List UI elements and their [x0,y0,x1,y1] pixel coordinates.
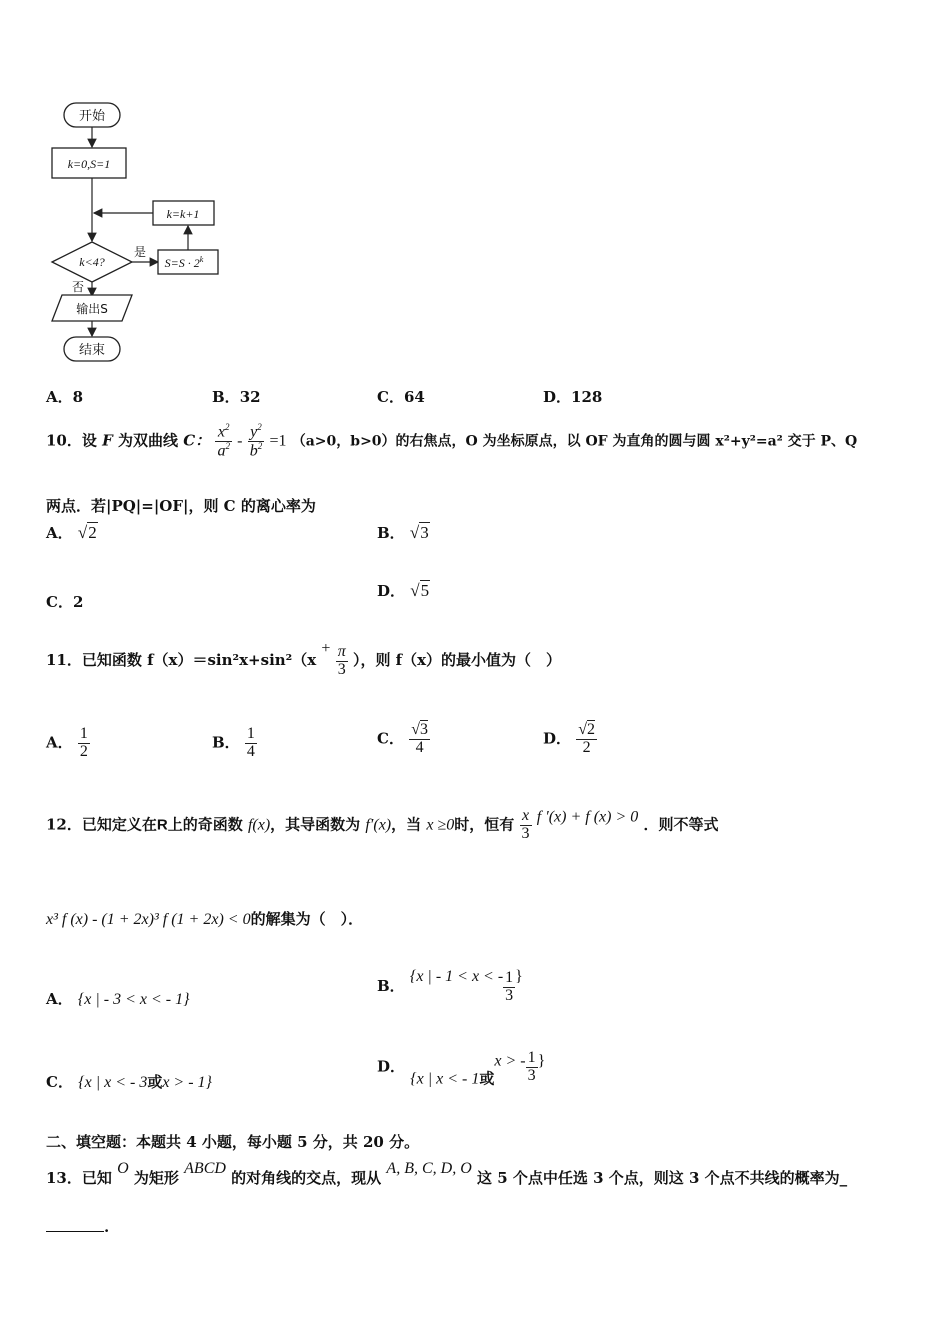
flow-init-text: k=0,S=1 [67,157,111,171]
q10-option-b[interactable]: B． √3 [377,523,429,542]
q10-line2: 两点．若|PQ|=|OF|，则 C 的离心率为 [46,497,316,515]
q12-option-d[interactable]: D． {x | x < - 1或x > - $\frac{1}{3}$ } [377,1049,546,1088]
q12-inequality: x³ f (x) - (1 + 2x)³ f (1 + 2x) < 0的解集为（ ）． [46,910,364,928]
q11-option-c[interactable]: C． $\frac{√3}{4}$ [377,721,428,756]
q9-option-a[interactable]: A．8 [46,388,84,406]
q11-option-b[interactable]: B． $\frac{1}{4}$ [212,725,255,760]
flowchart [40,95,240,370]
q13-stem: 13．已知 O 为矩形 ABCD 的对角线的交点，现从 A, B, C, D, O 这 5 个点中任选 3 个点，则这 3 个点不共线的概率为_ [46,1160,848,1187]
q10-option-a[interactable]: A． √2 [46,523,97,542]
q12-option-c[interactable]: C． {x | x < - 3或x > - 1} [46,1073,212,1091]
q10-option-c[interactable]: C．2 [46,593,84,611]
q11-option-d[interactable]: D． $\frac{√2}{2}$ [543,721,596,756]
flow-condition-text: k<4? [79,255,105,269]
q9-option-d[interactable]: D．128 [543,388,603,406]
q10-option-d[interactable]: D． √5 [377,581,430,600]
q10-frac-y: $\frac{y^2}{b^2}$ [249,422,263,460]
flow-increment-text: k=k+1 [166,207,200,221]
flow-yes-label: 是 [133,245,147,259]
q12-option-b[interactable]: B． {x | - 1 < x < - $\frac{1}{3}$ } [377,968,523,1004]
q11-option-a[interactable]: A． $\frac{1}{2}$ [46,725,88,760]
flow-output-text: 输出S [76,302,108,316]
q12-option-a[interactable]: A． {x | - 3 < x < - 1} [46,990,190,1008]
q12-stem: 12．已知定义在R上的奇函数 f(x)，其导函数为 f′(x)，当 x ≥0时，恒有 $\frac{x}{3}$ f ′(x) + f (x) > 0 ．则不等式 [46,807,719,842]
flow-no-label: 否 [71,280,85,294]
q9-option-b[interactable]: B．32 [212,388,261,406]
q10-stem: 10．设 F 为双曲线 C： $\frac{x^2}{a^2}$ - $\frac{y^2}{b^2}$ =1 （a>0，b>0）的右焦点，O 为坐标原点，以 OF 为直角的圆与圆 x²+y²=a² 交于 P、Q [46,422,858,460]
section-2-title: 二、填空题：本题共 4 小题，每小题 5 分，共 20 分。 [46,1133,420,1151]
q9-option-c[interactable]: C．64 [377,388,425,406]
q10-frac-x: $\frac{x^2}{a^2}$ [217,422,230,460]
q13-answer-blank[interactable]: . [46,1218,109,1236]
flow-end-text: 结束 [78,343,106,358]
flow-start-text: 开始 [78,109,106,124]
q11-stem: 11．已知函数 f（x）＝sin²x+sin²（x + $\frac{\pi}{3}$ ），则 f（x）的最小值为（ ） [46,640,562,678]
flow-update-text: $S=S \cdot 2^k$ [164,255,204,270]
